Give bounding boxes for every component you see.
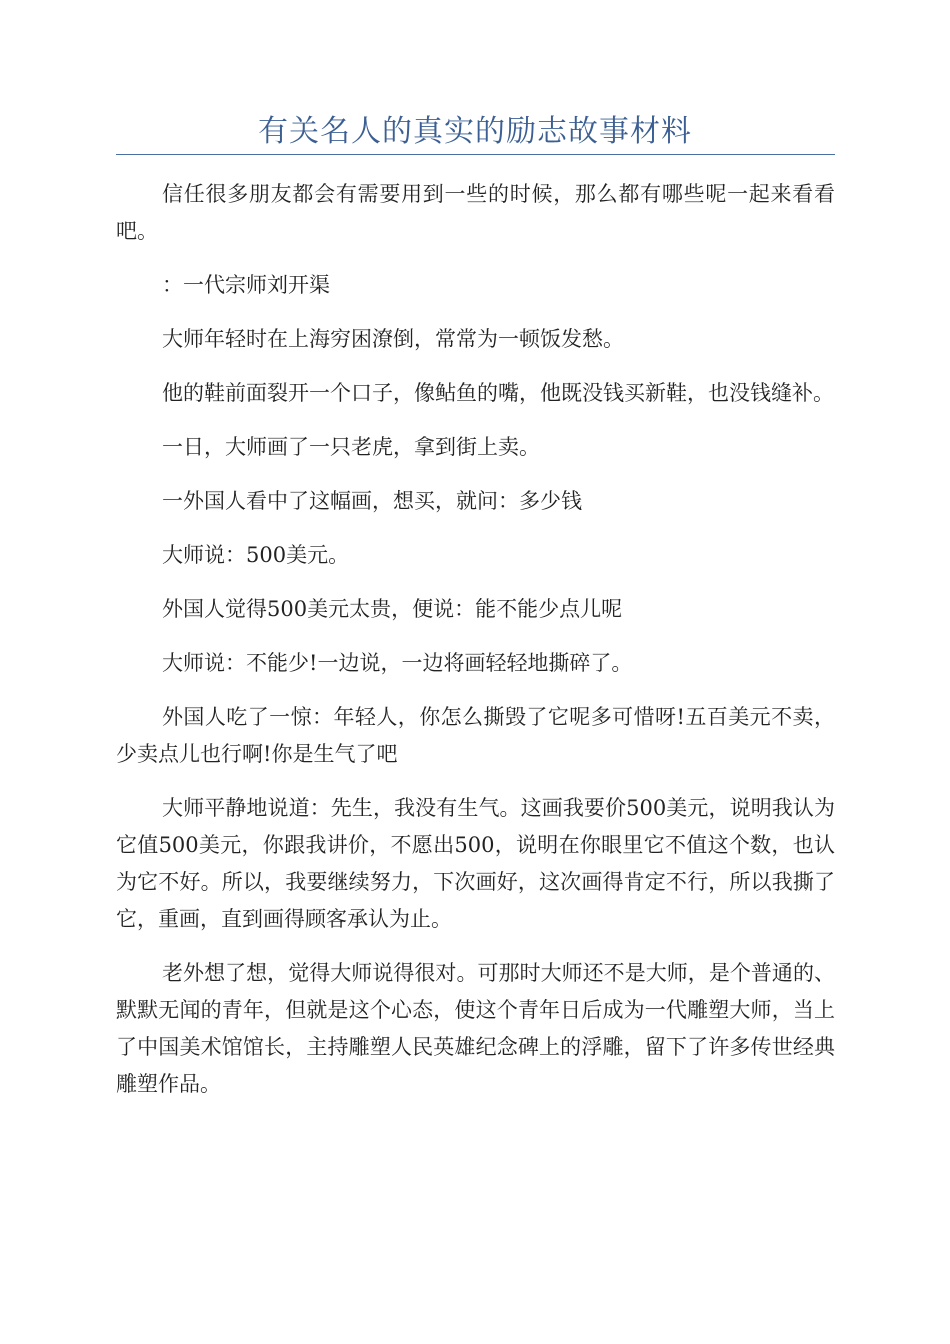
paragraph: 外国人吃了一惊：年轻人，你怎么撕毁了它呢多可惜呀!五百美元不卖，少卖点儿也行啊!你是生气了吧 xyxy=(116,705,835,766)
paragraph: 老外想了想，觉得大师说得很对。可那时大师还不是大师，是个普通的、默默无闻的青年，但就是这个心态，使这个青年日后成为一代雕塑大师，当上了中国美术馆馆长，主持雕塑人民英雄纪念碑上的浮雕，留下了许多传世经典雕塑作品。 xyxy=(116,961,835,1096)
paragraph: 一日，大师画了一只老虎，拿到街上卖。 xyxy=(162,435,540,459)
paragraph: 大师说：500美元。 xyxy=(162,543,350,567)
paragraph: 大师说：不能少!一边说，一边将画轻轻地撕碎了。 xyxy=(162,651,633,675)
paragraph: 一外国人看中了这幅画，想买，就问：多少钱 xyxy=(162,489,582,513)
document-body xyxy=(116,176,835,1120)
paragraph: 他的鞋前面裂开一个口子，像鲇鱼的嘴，他既没钱买新鞋，也没钱缝补。 xyxy=(162,381,834,405)
paragraph-intro: 信任很多朋友都会有需要用到一些的时候，那么都有哪些呢一起来看看吧。 xyxy=(116,182,835,243)
title-underline xyxy=(116,154,835,155)
document-title: 有关名人的真实的励志故事材料 xyxy=(258,114,692,149)
paragraph-heading: ：一代宗师刘开渠 xyxy=(162,273,330,297)
paragraph: 大师平静地说道：先生，我没有生气。这画我要价500美元，说明我认为它值500美元，你跟我讲价，不愿出500，说明在你眼里它不值这个数，也认为它不好。所以，我要继续努力，下次画好，这次画得肯定不行，所以我撕了它，重画，直到画得顾客承认为止。 xyxy=(116,796,835,931)
paragraph: 外国人觉得500美元太贵，便说：能不能少点儿呢 xyxy=(162,597,623,621)
paragraph: 大师年轻时在上海穷困潦倒，常常为一顿饭发愁。 xyxy=(162,327,624,351)
